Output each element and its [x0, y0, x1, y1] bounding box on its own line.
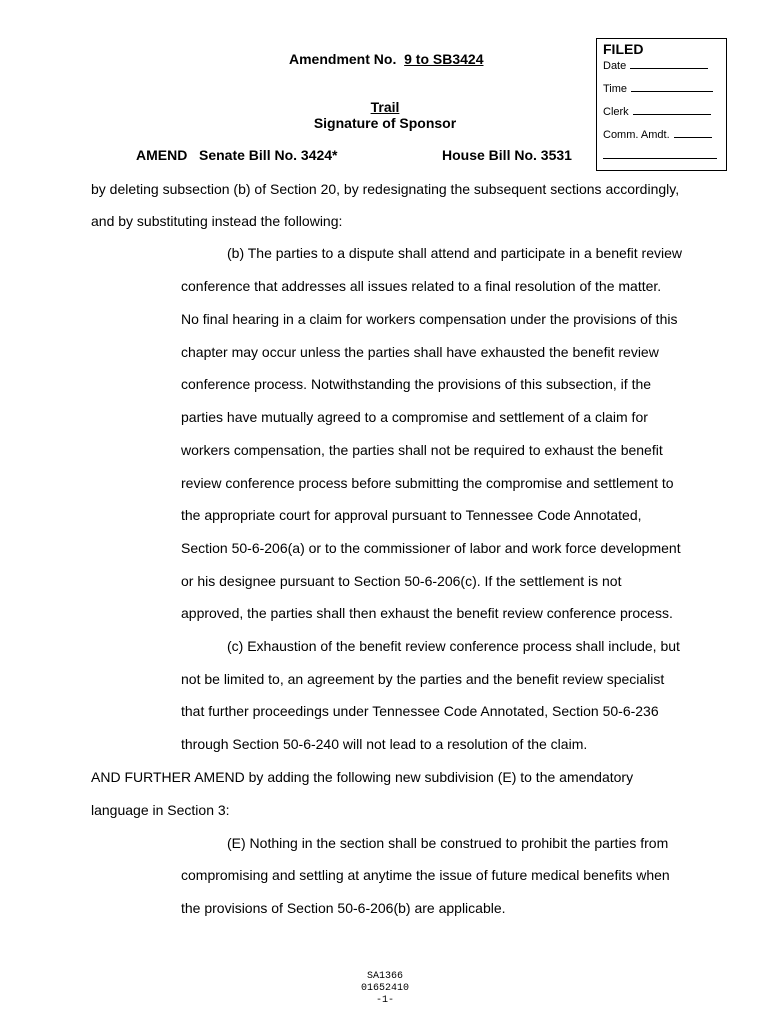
body-line: the provisions of Section 50-6-206(b) are applicable.	[181, 900, 506, 916]
body-line: by deleting subsection (b) of Section 20, by redesignating the subsequent sections accordingly,	[91, 181, 680, 197]
filed-clerk-label: Clerk	[603, 106, 629, 118]
filed-comm-label: Comm. Amdt.	[603, 129, 670, 141]
filed-date-line	[603, 59, 708, 72]
footer-code-1: SA1366	[366, 971, 403, 982]
amend-label: AMEND	[136, 147, 188, 163]
body-line: approved, the parties shall then exhaust the benefit review conference process.	[181, 605, 673, 621]
filed-date-label: Date	[603, 60, 627, 72]
sponsor-name-row	[0, 99, 770, 115]
time-blank	[631, 82, 713, 92]
extra-blank	[603, 149, 717, 159]
body-line: compromising and settling at anytime the issue of future medical benefits when	[181, 867, 670, 883]
body-line: (b) The parties to a dispute shall attend and participate in a benefit review	[227, 245, 683, 261]
body-line: conference process. Notwithstanding the provisions of this subsection, if the	[181, 376, 652, 392]
filed-extra-line	[603, 149, 717, 162]
body-line: not be limited to, an agreement by the parties and the benefit review specialist	[181, 671, 665, 687]
body-line: or his designee pursuant to Section 50-6-206(c). If the settlement is not	[181, 573, 622, 589]
amendment-id: 9 to SB3424	[404, 51, 484, 67]
senate-bill-number: Senate Bill No. 3424*	[199, 147, 338, 163]
sponsor-name: Trail	[370, 99, 400, 115]
body-line: (c) Exhaustion of the benefit review conference process shall include, but	[227, 638, 680, 654]
filed-title: FILED	[603, 41, 644, 57]
body-line: through Section 50-6-240 will not lead to a resolution of the claim.	[181, 736, 588, 752]
body-line: parties have mutually agreed to a compromise and settlement of a claim for	[181, 409, 648, 425]
body-line: AND FURTHER AMEND by adding the following new subdivision (E) to the amendatory	[91, 769, 634, 785]
body-line: that further proceedings under Tennessee Code Annotated, Section 50-6-236	[181, 703, 659, 719]
body-line: conference that addresses all issues related to a final resolution of the matter.	[181, 278, 662, 294]
footer-code-2: 01652410	[360, 983, 409, 994]
body-line: workers compensation, the parties shall not be required to exhaust the benefit	[181, 442, 663, 458]
filed-time-label: Time	[603, 83, 628, 95]
body-line: language in Section 3:	[91, 802, 230, 818]
body-line: review conference process before submitting the compromise and settlement to	[181, 475, 674, 491]
page-number: -1-	[375, 995, 394, 1006]
body-line: chapter may occur unless the parties shall have exhausted the benefit review	[181, 344, 659, 360]
house-bill-number: House Bill No. 3531	[442, 147, 572, 163]
body-line: (E) Nothing in the section shall be construed to prohibit the parties from	[227, 835, 669, 851]
body-line: Section 50-6-206(a) or to the commissioner of labor and work force development	[181, 540, 681, 556]
body-line: No final hearing in a claim for workers compensation under the provisions of this	[181, 311, 678, 327]
amendment-number	[289, 51, 484, 67]
amendment-prefix: Amendment No.	[289, 51, 397, 67]
body-line: and by substituting instead the following:	[91, 213, 343, 229]
body-line: the appropriate court for approval pursuant to Tennessee Code Annotated,	[181, 507, 642, 523]
signature-of-sponsor: Signature of Sponsor	[313, 115, 457, 131]
filed-time-line	[603, 82, 713, 95]
date-blank	[630, 59, 708, 69]
